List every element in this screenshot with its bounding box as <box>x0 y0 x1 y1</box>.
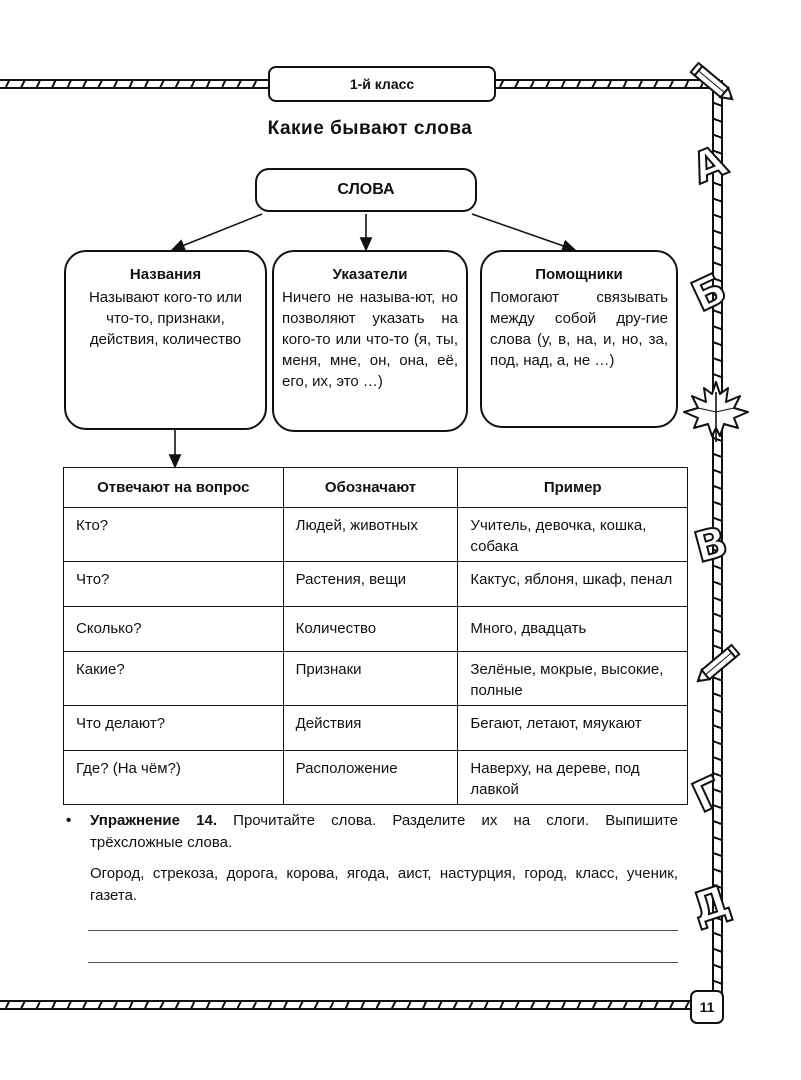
arrow-to-helpers <box>472 214 575 250</box>
table-cell: Много, двадцать <box>458 607 688 652</box>
pencil-icon <box>690 640 744 690</box>
table-cell: Кактус, яблоня, шкаф, пенал <box>458 562 688 607</box>
bullet: • <box>66 812 72 829</box>
table-cell: Что? <box>64 562 284 607</box>
answer-line[interactable] <box>88 962 678 963</box>
table-cell: Растения, вещи <box>283 562 458 607</box>
table-cell: Где? (На чём?) <box>64 751 284 805</box>
side-letter-v: В <box>689 516 733 573</box>
table-cell: Сколько? <box>64 607 284 652</box>
diagram-root: СЛОВА <box>255 168 477 212</box>
table-cell: Расположение <box>283 751 458 805</box>
table-cell: Людей, животных <box>283 508 458 562</box>
exercise-words: Огород, стрекоза, дорога, корова, ягода, аист, настурция, город, класс, ученик, газета. <box>90 865 678 904</box>
table-cell: Какие? <box>64 652 284 706</box>
category-text: Помогают связывать между собой дру-гие слова (у, в, на, и, но, за, под, над, а, не …) <box>490 289 668 369</box>
side-letter-a: А <box>685 135 734 194</box>
arrow-to-names <box>172 214 262 250</box>
answer-line[interactable] <box>88 930 678 931</box>
table-header: Пример <box>458 468 688 508</box>
table-cell: Кто? <box>64 508 284 562</box>
category-names <box>64 250 267 430</box>
class-label: 1-й класс <box>268 66 496 102</box>
table-cell: Что делают? <box>64 706 284 751</box>
table-row <box>64 562 688 607</box>
exercise-instruction <box>66 810 678 854</box>
table-cell: Количество <box>283 607 458 652</box>
exercise-label: Упражнение 14. <box>90 812 217 829</box>
category-title: Помощники <box>535 266 623 283</box>
bottom-border <box>0 1000 692 1010</box>
category-text: Называют кого-то или что-то, признаки, действия, количество <box>88 289 243 348</box>
table-row <box>64 706 688 751</box>
category-helpers <box>480 250 678 428</box>
table-header: Обозначают <box>283 468 458 508</box>
table-cell: Действия <box>283 706 458 751</box>
pencil-icon <box>686 58 740 108</box>
side-letter-b: Б <box>684 263 734 322</box>
table-row <box>64 508 688 562</box>
category-pointers <box>272 250 468 432</box>
table-cell: Признаки <box>283 652 458 706</box>
maple-leaf-icon <box>680 378 752 444</box>
table-row <box>64 751 688 805</box>
side-letter-g: Г <box>684 766 730 823</box>
exercise-block <box>66 810 678 907</box>
page-title: Какие бывают слова <box>267 118 473 139</box>
table-row <box>64 652 688 706</box>
side-letter-d: Д <box>685 875 737 934</box>
exercise-instruction-text: Прочитайте слова. Разделите их на слоги. Выпишите трёхсложные слова. <box>90 812 678 851</box>
table-header: Отвечают на вопрос <box>64 468 284 508</box>
category-text: Ничего не называ-ют, но позволяют указать на кого-то или что-то (я, ты, меня, мне, он, она, её, его, их, это …) <box>282 289 458 390</box>
table-cell: Бегают, летают, мяукают <box>458 706 688 751</box>
words-table <box>63 467 688 805</box>
table-header-row <box>64 468 688 508</box>
category-title: Названия <box>129 266 202 283</box>
table-cell: Учитель, девочка, кошка, собака <box>458 508 688 562</box>
table-cell: Наверху, на дереве, под лавкой <box>458 751 688 805</box>
category-title: Указатели <box>332 266 408 283</box>
table-cell: Зелёные, мокрые, высокие, полные <box>458 652 688 706</box>
page-number: 11 <box>690 990 724 1024</box>
table-row <box>64 607 688 652</box>
